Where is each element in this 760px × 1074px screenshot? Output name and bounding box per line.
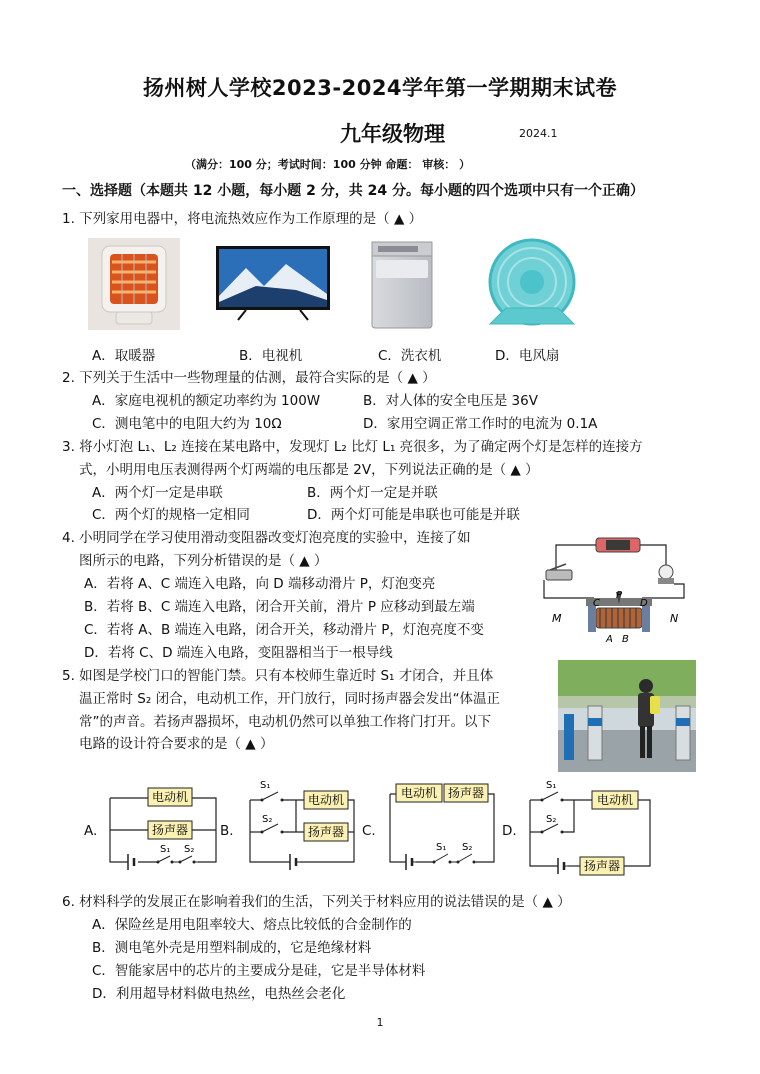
q5a-speaker: 扬声器	[151, 823, 189, 837]
q5b-s1: S₁	[260, 780, 271, 791]
q4-label-c: C	[593, 598, 600, 609]
q5-label-a: A.	[84, 823, 98, 839]
q5-label-d: D.	[502, 823, 517, 839]
q4-option-d: D．若将 C、D 端连入电路，变阻器相当于一根导线	[84, 645, 393, 661]
q4-option-a: A．若将 A、C 端连入电路，向 D 端移动滑片 P，灯泡变亮	[84, 576, 436, 592]
q3-line2: 式，小明用电压表测得两个灯两端的电压都是 2V，下列说法正确的是（ ▲ ）	[79, 462, 539, 478]
q4-label-p: P	[616, 590, 623, 601]
fan-image	[476, 236, 588, 334]
q5-label-c: C.	[362, 823, 376, 839]
q4-label-n: N	[670, 612, 679, 625]
q2-option-a: A．家庭电视机的额定功率约为 100W	[92, 393, 321, 409]
q5d-s1: S₁	[546, 780, 557, 791]
washing-machine-image	[368, 238, 436, 332]
q4-label-m: M	[552, 612, 562, 625]
q4-line2: 图所示的电路，下列分析错误的是（ ▲ ）	[79, 553, 328, 569]
q2-option-b: B．对人体的安全电压是 36V	[363, 393, 538, 409]
q4-circuit-figure	[536, 532, 696, 652]
q3-option-a: A．两个灯一定是串联	[92, 485, 223, 501]
q2-option-c: C．测电笔中的电阻大约为 10Ω	[92, 416, 282, 432]
q3-option-c: C．两个灯的规格一定相同	[92, 507, 250, 523]
q5c-s2: S₂	[462, 842, 473, 853]
q5-line1: 5. 如图是学校门口的智能门禁。只有本校师生靠近时 S₁ 才闭合，并且体	[62, 668, 494, 684]
q5-label-b: B.	[220, 823, 234, 839]
q5c-speaker: 扬声器	[447, 786, 485, 800]
q5-line2: 温正常时 S₂ 闭合，电动机工作，开门放行，同时扬声器会发出“体温正	[79, 691, 501, 707]
q5-circuit-a	[100, 780, 220, 876]
q5-line3: 常”的声音。若扬声器损坏，电动机仍然可以单独工作将门打开。以下	[79, 714, 491, 730]
q3-line1: 3. 将小灯泡 L₁、L₂ 连接在某电路中，发现灯 L₂ 比灯 L₁ 亮很多，为了确定两个灯是怎样的连接方	[62, 439, 643, 455]
q1-option-a: A．取暖器	[92, 348, 156, 364]
gate-photo	[558, 660, 696, 772]
q5b-s2: S₂	[262, 814, 273, 825]
q6-option-a: A．保险丝是用电阻率较大、熔点比较低的合金制作的	[92, 917, 412, 933]
q4-label-d: D	[640, 598, 648, 609]
q4-option-c: C．若将 A、B 端连入电路，闭合开关，移动滑片 P，灯泡亮度不变	[84, 622, 484, 638]
section-heading: 一、选择题（本题共 12 小题，每小题 2 分，共 24 分。每小题的四个选项中只有一个正确）	[62, 183, 644, 199]
heater-image	[88, 238, 180, 330]
q6-option-b: B．测电笔外壳是用塑料制成的，它是绝缘材料	[92, 940, 372, 956]
q5c-motor: 电动机	[400, 786, 438, 800]
q5-circuit-b	[238, 776, 362, 876]
q1-option-d: D．电风扇	[495, 348, 560, 364]
q2-option-d: D．家用空调正常工作时的电流为 0.1A	[363, 416, 598, 432]
q5a-motor: 电动机	[151, 790, 189, 804]
q1-stem: 1. 下列家用电器中，将电流热效应作为工作原理的是（ ▲ ）	[62, 211, 423, 227]
q5d-s2: S₂	[546, 814, 557, 825]
q4-label-b: B	[622, 634, 629, 645]
exam-title: 扬州树人学校2023-2024学年第一学期期末试卷	[142, 76, 618, 100]
q1-option-c: C．洗衣机	[378, 348, 442, 364]
q3-option-b: B．两个灯一定是并联	[307, 485, 438, 501]
q5b-speaker: 扬声器	[307, 825, 345, 839]
subject-title: 九年级物理	[340, 122, 445, 146]
q6-stem: 6. 材料科学的发展正在影响着我们的生活，下列关于材料应用的说法错误的是（ ▲ ）	[62, 894, 571, 910]
tv-image	[216, 246, 330, 322]
q5d-motor: 电动机	[596, 793, 634, 807]
q2-stem: 2. 下列关于生活中一些物理量的估测，最符合实际的是（ ▲ ）	[62, 370, 436, 386]
q5-circuit-c	[378, 776, 502, 876]
q4-option-b: B．若将 B、C 端连入电路，闭合开关前，滑片 P 应移动到最左端	[84, 599, 475, 615]
q5a-s1: S₁	[160, 844, 171, 855]
q4-label-a: A	[606, 634, 613, 645]
q5a-s2: S₂	[184, 844, 195, 855]
exam-info: （满分：100 分；考试时间：100 分钟 命题： 审核： ）	[185, 158, 471, 171]
q5-line4: 电路的设计符合要求的是（ ▲ ）	[79, 736, 274, 752]
q1-option-b: B．电视机	[239, 348, 303, 364]
q6-option-d: D．利用超导材料做电热丝，电热丝会老化	[92, 986, 346, 1002]
q3-option-d: D．两个灯可能是串联也可能是并联	[307, 507, 520, 523]
q4-line1: 4. 小明同学在学习使用滑动变阻器改变灯泡亮度的实验中，连接了如	[62, 530, 471, 546]
q5c-s1: S₁	[436, 842, 447, 853]
q5d-speaker: 扬声器	[583, 859, 621, 873]
exam-date: 2024.1	[519, 127, 558, 140]
q6-option-c: C．智能家居中的芯片的主要成分是硅，它是半导体材料	[92, 963, 426, 979]
page-number: 1	[376, 1016, 384, 1029]
q5b-motor: 电动机	[307, 793, 345, 807]
q5-circuit-d	[518, 776, 668, 880]
